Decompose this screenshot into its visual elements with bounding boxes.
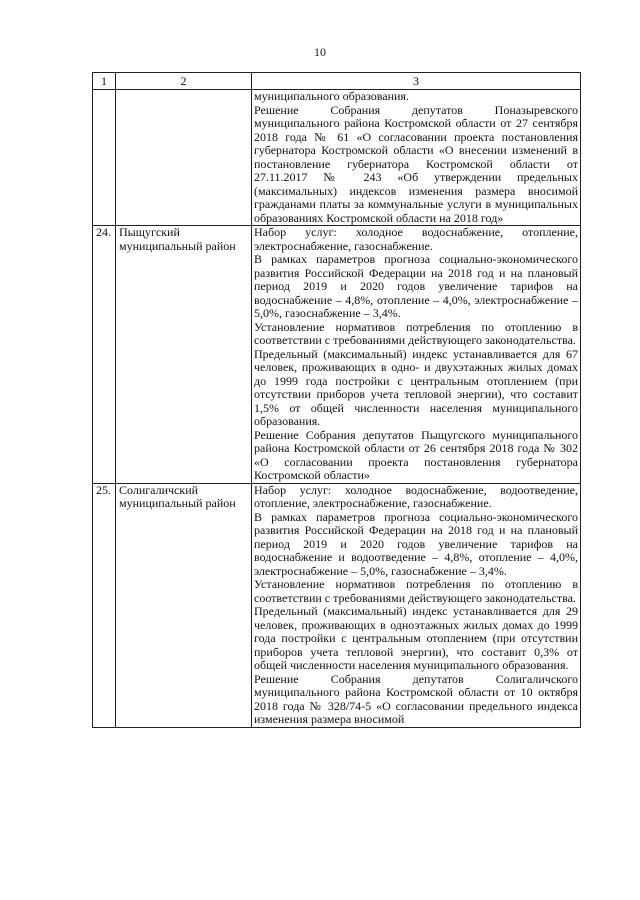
paragraph: Набор услуг: холодное водоснабжение, водоотведение, отопление, электроснабжение, газоснабжение. [254,482,578,510]
row-content [252,90,581,226]
row-number [93,90,116,226]
table-row [93,90,581,226]
paragraph: Набор услуг: холодное водоснабжение, отопление, электроснабжение, газоснабжение. [254,225,578,253]
district-name [116,90,252,226]
table-row [93,483,581,727]
header-col-1: 1 [93,73,116,90]
paragraph: Решение Собрания депутатов Пыщугского муниципального района Костромской области от 26 сентября 2018 года № 302 «О согласовании проекта постановления губернатора Костромской области» [254,427,578,482]
data-table [92,72,581,728]
paragraph: Предельный (максимальный) индекс устанавливается для 67 человек, проживающих в одно- и двухэтажных жилых домах до 1999 года постройки с центральным отоплением (при отсутствии приборов учета тепловой энергии), что составит 1,5% от общей численности населения муниципального образования. [254,346,578,428]
page-number: 10 [314,45,326,59]
paragraph: Установление нормативов потребления по отоплению в соответствии с требованиями действующего законодательства. [254,319,578,347]
district-name: Пыщугский муниципальный район [116,226,252,484]
paragraph: Решение Собрания депутатов Поназыревского муниципального района Костромской области от 27 сентября 2018 года № 61 «О согласовании проекта постановления губернатора Костромской области «О внесении изменений в постановление губернатора Костромской области от 27.11.2017 № 243 «Об утверждении предельных (максимальных) индексов изменения размера вносимой гражданами платы за коммунальные услуги в муниципальных образованиях Костромской области на 2018 год» [254,102,578,225]
row-number: 25. [93,483,116,727]
header-col-2: 2 [116,73,252,90]
table-header-row [93,73,581,90]
row-content [252,483,581,727]
paragraph: Установление нормативов потребления по отоплению в соответствии с требованиями действующего законодательства. [254,577,578,605]
district-name: Солигаличский муниципальный район [116,483,252,727]
paragraph: В рамках параметров прогноза социально-экономического развития Российской Федерации на 2018 год и на плановый период 2019 и 2020 годов увеличение тарифов на водоснабжение – 4,8%, отопление – 4,0%, электроснабжение – 5,0%, газоснабжение – 3,4%. [254,252,578,320]
paragraph: муниципального образования. [254,89,409,103]
row-number: 24. [93,226,116,484]
paragraph: Решение Собрания депутатов Солигаличского муниципального района Костромской области от 10 октября 2018 года № 328/74-5 «О согласовании предельного индекса изменения размера вносимой [254,671,578,726]
row-content [252,226,581,484]
table-row [93,226,581,484]
header-col-3: 3 [252,73,581,90]
paragraph: В рамках параметров прогноза социально-экономического развития Российской Федерации на 2018 год и на плановый период 2019 и 2020 годов увеличение тарифов на водоснабжение и водоотведение – 4,8%, отопление – 4,0%, электроснабжение – 5,0%, газоснабжение – 3,4%. [254,509,578,578]
paragraph: Предельный (максимальный) индекс устанавливается для 29 человек, проживающих в одноэтажных жилых домах до 1999 года постройки с центральным отоплением (при отсутствии приборов учета тепловой энергии), что составит 0,3% от общей численности населения муниципального образования. [254,604,578,672]
